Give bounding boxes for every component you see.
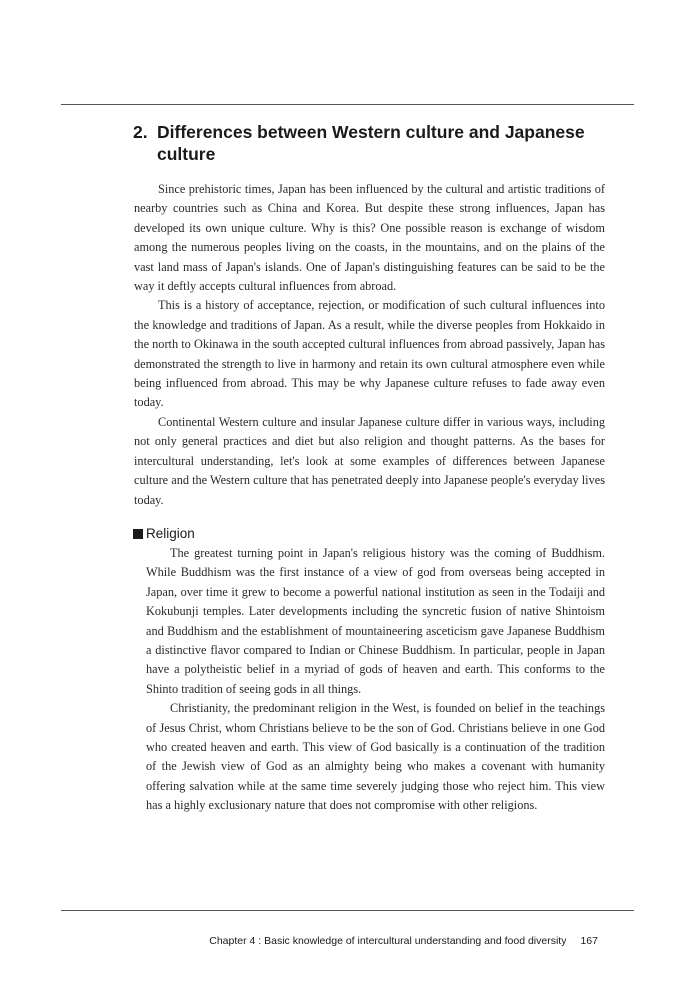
religion-paragraph-2: Christianity, the predominant religion in the West, is founded on belief in the teachings of Jesus Christ, whom Christians believe to be the son of God. Christians believe in one God who created heaven and earth. This view of God basically is a continuation of the tradition of the Jewish view of God as an almighty being who makes a covenant with humanity offering salvation while at the same time severely judging those who reject him. This view has a highly exclusionary nature that does not compromise with other religions. — [146, 701, 605, 813]
religion-heading-label: Religion — [146, 526, 195, 541]
religion-text — [146, 544, 605, 816]
section-title-line2: culture — [157, 144, 216, 164]
chapter-title: Chapter 4 : Basic knowledge of intercultural understanding and food diversity — [209, 935, 567, 947]
intro-paragraph-1: Since prehistoric times, Japan has been influenced by the cultural and artistic traditions of nearby countries such as China and Korea. But despite these strong influences, Japan has developed its own unique culture. Why is this? One possible reason is exchange of wisdom among the numerous peoples living on the coasts, in the mountains, and on the plains of the vast land mass of Japan's islands. One of Japan's distinguishing features can be said to be the way it deftly accepts cultural influences from abroad. — [134, 182, 605, 294]
religion-paragraph-1: The greatest turning point in Japan's religious history was the coming of Buddhism. While Buddhism was the first instance of a view of god from overseas being accepted in Japan, over time it grew to become a powerful national institution as seen in the Todaiji and Kokubunji temples. Later developments including the syncretic fusion of native Shintoism and Buddhism and the establishment of mountaineering asceticism gave Japanese Buddhism a distinctive flavor compared to Indian or Chinese Buddhism. In particular, people in Japan have a polytheistic belief in a myriad of gods of heaven and earth. This conforms to the Shinto tradition of seeing gods in all things. — [146, 546, 605, 696]
page-footer — [209, 934, 598, 948]
footer-rule — [61, 910, 634, 911]
page-number: 167 — [580, 935, 598, 947]
square-bullet-icon — [133, 529, 143, 539]
intro-paragraph-3: Continental Western culture and insular Japanese culture differ in various ways, including not only general practices and diet but also religion and thought patterns. As the bases for intercultural understanding, let's look at some examples of differences between Japanese culture and the Western culture that has penetrated deeply into Japanese people's everyday lives today. — [134, 414, 605, 507]
section-title-line1: Differences between Western culture and Japanese — [157, 122, 585, 142]
religion-heading — [133, 526, 195, 542]
intro-paragraph-2: This is a history of acceptance, rejection, or modification of such cultural influences into the knowledge and traditions of Japan. As a result, while the diverse peoples from Hokkaido in the north to Okinawa in the south accepted cultural influences from abroad passively, Japan has demonstrated the strength to live in harmony and retain its own cultural atmosphere even while being influenced from abroad. This may be why Japanese culture refuses to fade away even today. — [134, 298, 605, 410]
intro-text — [134, 180, 605, 510]
section-number: 2. — [133, 122, 148, 142]
header-rule — [61, 104, 634, 105]
section-title — [133, 121, 613, 165]
